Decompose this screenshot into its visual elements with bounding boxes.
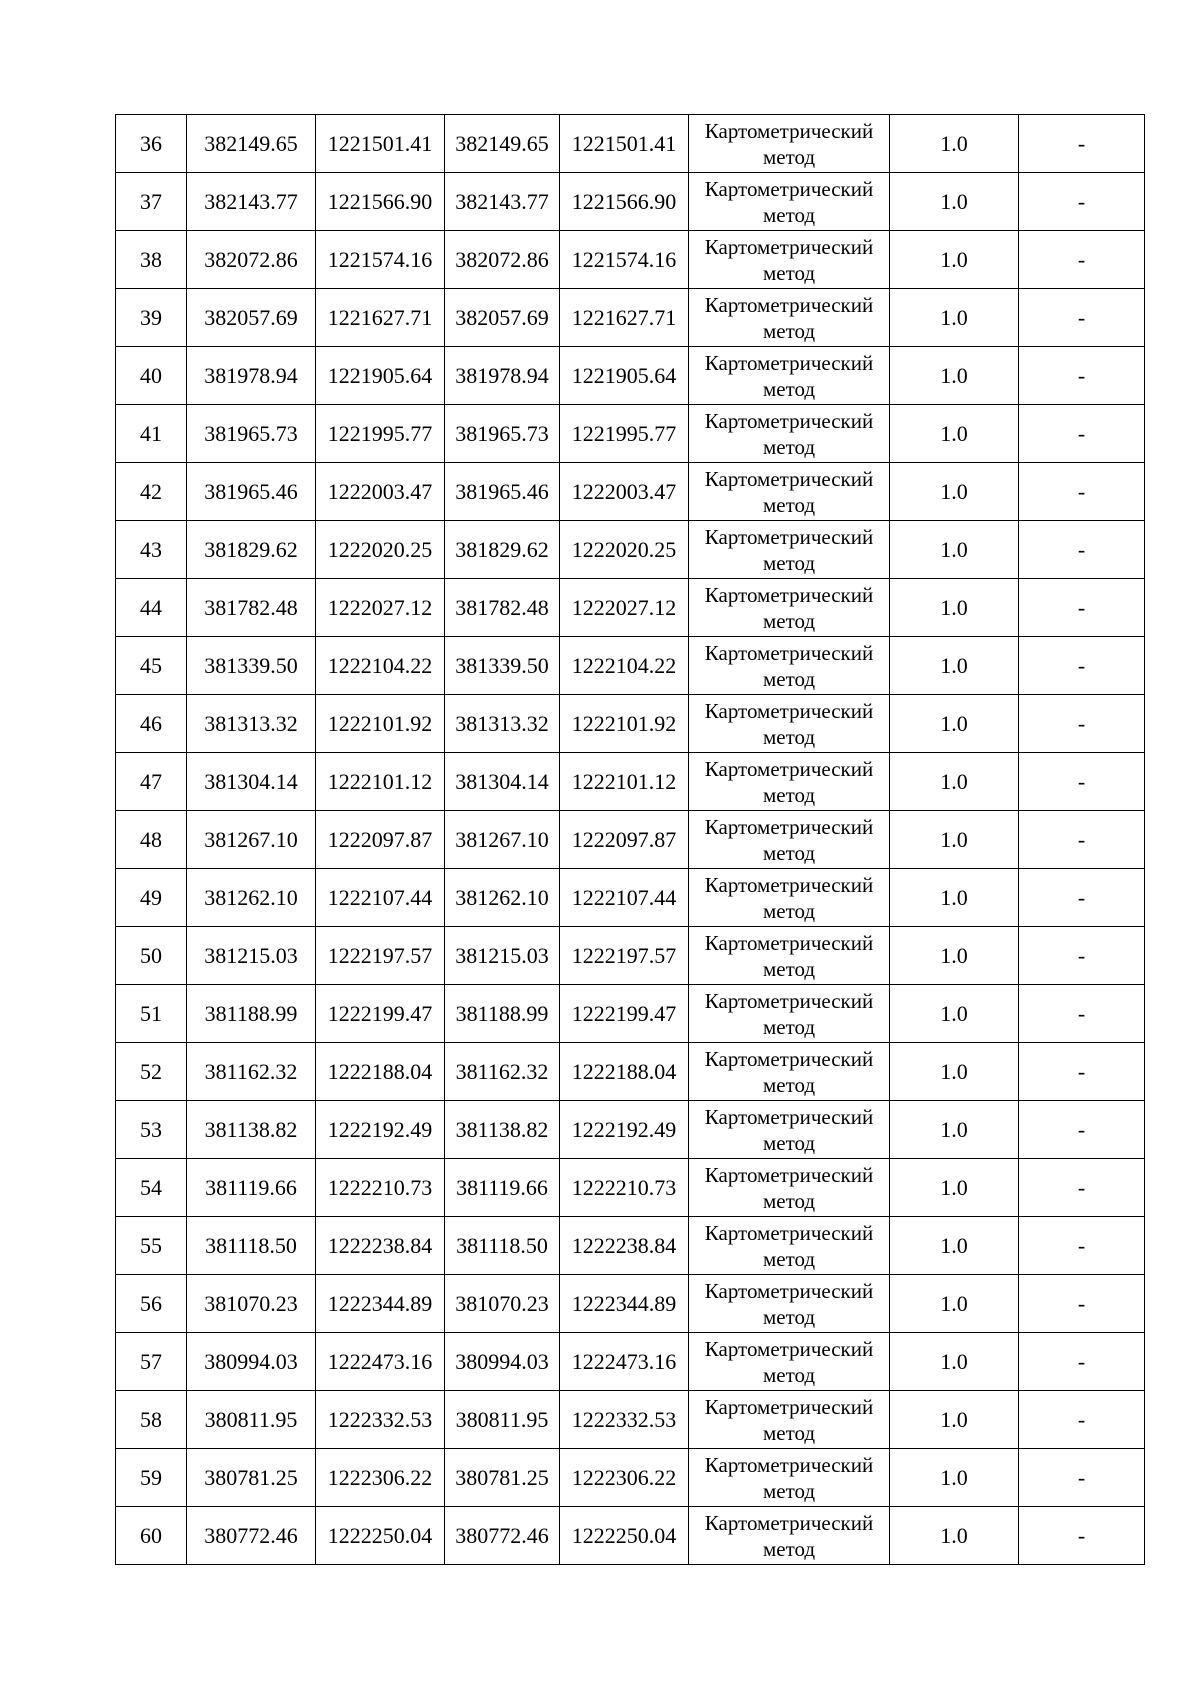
point-number-cell: 50 — [116, 927, 187, 985]
existing-y-cell: 1222344.89 — [316, 1275, 445, 1333]
point-number-cell: 41 — [116, 405, 187, 463]
refined-x-cell: 381782.48 — [445, 579, 560, 637]
method-line-1: Картометрический — [704, 872, 874, 897]
note-cell: - — [1019, 405, 1145, 463]
note-cell: - — [1019, 231, 1145, 289]
refined-x-cell: 380994.03 — [445, 1333, 560, 1391]
existing-y-cell: 1222097.87 — [316, 811, 445, 869]
method-cell — [689, 985, 890, 1043]
accuracy-cell: 1.0 — [890, 1275, 1019, 1333]
refined-y-cell: 1222020.25 — [560, 521, 689, 579]
note-cell: - — [1019, 289, 1145, 347]
point-number-cell: 45 — [116, 637, 187, 695]
point-number-cell: 55 — [116, 1217, 187, 1275]
existing-y-cell: 1222027.12 — [316, 579, 445, 637]
existing-x-cell: 381118.50 — [187, 1217, 316, 1275]
point-number-cell: 40 — [116, 347, 187, 405]
method-cell — [689, 463, 890, 521]
note-cell: - — [1019, 521, 1145, 579]
method-line-2: метод — [762, 434, 816, 459]
refined-y-cell: 1221995.77 — [560, 405, 689, 463]
refined-x-cell: 380811.95 — [445, 1391, 560, 1449]
refined-x-cell: 381138.82 — [445, 1101, 560, 1159]
table-row — [116, 869, 1145, 927]
method-line-2: метод — [762, 1420, 816, 1445]
method-line-1: Картометрический — [704, 234, 874, 259]
point-number-cell: 42 — [116, 463, 187, 521]
accuracy-cell: 1.0 — [890, 1101, 1019, 1159]
existing-x-cell: 381262.10 — [187, 869, 316, 927]
method-cell — [689, 1159, 890, 1217]
method-line-1: Картометрический — [704, 930, 874, 955]
accuracy-cell: 1.0 — [890, 579, 1019, 637]
table-row — [116, 927, 1145, 985]
method-line-2: метод — [762, 1362, 816, 1387]
existing-x-cell: 381829.62 — [187, 521, 316, 579]
refined-x-cell: 381215.03 — [445, 927, 560, 985]
point-number-cell: 47 — [116, 753, 187, 811]
existing-x-cell: 381138.82 — [187, 1101, 316, 1159]
method-line-1: Картометрический — [704, 1162, 874, 1187]
point-number-cell: 58 — [116, 1391, 187, 1449]
table-row — [116, 753, 1145, 811]
accuracy-cell: 1.0 — [890, 1333, 1019, 1391]
existing-x-cell: 381965.73 — [187, 405, 316, 463]
note-cell: - — [1019, 1275, 1145, 1333]
note-cell: - — [1019, 695, 1145, 753]
accuracy-cell: 1.0 — [890, 115, 1019, 173]
method-line-2: метод — [762, 550, 816, 575]
table-body — [116, 115, 1145, 1565]
table-row — [116, 1391, 1145, 1449]
accuracy-cell: 1.0 — [890, 173, 1019, 231]
table-row — [116, 1333, 1145, 1391]
method-cell — [689, 347, 890, 405]
existing-x-cell: 380781.25 — [187, 1449, 316, 1507]
table-row — [116, 985, 1145, 1043]
refined-x-cell: 381188.99 — [445, 985, 560, 1043]
method-line-1: Картометрический — [704, 1510, 874, 1535]
note-cell: - — [1019, 869, 1145, 927]
refined-y-cell: 1221627.71 — [560, 289, 689, 347]
accuracy-cell: 1.0 — [890, 985, 1019, 1043]
note-cell: - — [1019, 173, 1145, 231]
table-row — [116, 811, 1145, 869]
refined-y-cell: 1222003.47 — [560, 463, 689, 521]
point-number-cell: 44 — [116, 579, 187, 637]
accuracy-cell: 1.0 — [890, 1449, 1019, 1507]
existing-y-cell: 1221566.90 — [316, 173, 445, 231]
existing-x-cell: 382072.86 — [187, 231, 316, 289]
point-number-cell: 51 — [116, 985, 187, 1043]
method-line-2: метод — [762, 1246, 816, 1271]
point-number-cell: 43 — [116, 521, 187, 579]
table-row — [116, 695, 1145, 753]
refined-x-cell: 381313.32 — [445, 695, 560, 753]
refined-x-cell: 381965.73 — [445, 405, 560, 463]
refined-x-cell: 382149.65 — [445, 115, 560, 173]
table-row — [116, 637, 1145, 695]
note-cell: - — [1019, 1159, 1145, 1217]
method-line-2: метод — [762, 318, 816, 343]
point-number-cell: 52 — [116, 1043, 187, 1101]
refined-x-cell: 381304.14 — [445, 753, 560, 811]
coordinates-table — [115, 114, 1145, 1565]
method-line-1: Картометрический — [704, 988, 874, 1013]
table-row — [116, 405, 1145, 463]
method-line-2: метод — [762, 608, 816, 633]
refined-x-cell: 380772.46 — [445, 1507, 560, 1565]
table-row — [116, 1275, 1145, 1333]
existing-y-cell: 1221905.64 — [316, 347, 445, 405]
method-line-1: Картометрический — [704, 350, 874, 375]
note-cell: - — [1019, 1101, 1145, 1159]
method-cell — [689, 1275, 890, 1333]
method-cell — [689, 405, 890, 463]
existing-y-cell: 1222332.53 — [316, 1391, 445, 1449]
note-cell: - — [1019, 579, 1145, 637]
refined-x-cell: 381339.50 — [445, 637, 560, 695]
method-line-1: Картометрический — [704, 118, 874, 143]
refined-x-cell: 382057.69 — [445, 289, 560, 347]
existing-y-cell: 1222101.12 — [316, 753, 445, 811]
note-cell: - — [1019, 985, 1145, 1043]
refined-y-cell: 1222250.04 — [560, 1507, 689, 1565]
method-line-1: Картометрический — [704, 1278, 874, 1303]
existing-x-cell: 381188.99 — [187, 985, 316, 1043]
method-line-1: Картометрический — [704, 640, 874, 665]
table-row — [116, 1507, 1145, 1565]
method-cell — [689, 1391, 890, 1449]
method-line-2: метод — [762, 666, 816, 691]
method-line-2: метод — [762, 782, 816, 807]
note-cell: - — [1019, 1391, 1145, 1449]
refined-y-cell: 1221501.41 — [560, 115, 689, 173]
refined-y-cell: 1222473.16 — [560, 1333, 689, 1391]
refined-y-cell: 1222210.73 — [560, 1159, 689, 1217]
refined-x-cell: 381829.62 — [445, 521, 560, 579]
note-cell: - — [1019, 753, 1145, 811]
existing-y-cell: 1222101.92 — [316, 695, 445, 753]
method-cell — [689, 231, 890, 289]
table-row — [116, 1101, 1145, 1159]
existing-y-cell: 1221627.71 — [316, 289, 445, 347]
note-cell: - — [1019, 1449, 1145, 1507]
refined-y-cell: 1222238.84 — [560, 1217, 689, 1275]
point-number-cell: 49 — [116, 869, 187, 927]
accuracy-cell: 1.0 — [890, 637, 1019, 695]
refined-y-cell: 1222344.89 — [560, 1275, 689, 1333]
accuracy-cell: 1.0 — [890, 1507, 1019, 1565]
existing-y-cell: 1222473.16 — [316, 1333, 445, 1391]
method-line-2: метод — [762, 1188, 816, 1213]
existing-x-cell: 380772.46 — [187, 1507, 316, 1565]
table-row — [116, 1217, 1145, 1275]
table-row — [116, 347, 1145, 405]
existing-y-cell: 1222199.47 — [316, 985, 445, 1043]
existing-x-cell: 381162.32 — [187, 1043, 316, 1101]
existing-x-cell: 381215.03 — [187, 927, 316, 985]
method-line-1: Картометрический — [704, 698, 874, 723]
refined-x-cell: 381070.23 — [445, 1275, 560, 1333]
refined-x-cell: 380781.25 — [445, 1449, 560, 1507]
point-number-cell: 39 — [116, 289, 187, 347]
refined-y-cell: 1221905.64 — [560, 347, 689, 405]
existing-x-cell: 380994.03 — [187, 1333, 316, 1391]
existing-x-cell: 381119.66 — [187, 1159, 316, 1217]
method-line-1: Картометрический — [704, 1336, 874, 1361]
table-row — [116, 463, 1145, 521]
existing-x-cell: 382143.77 — [187, 173, 316, 231]
method-cell — [689, 1043, 890, 1101]
existing-y-cell: 1222210.73 — [316, 1159, 445, 1217]
refined-x-cell: 381119.66 — [445, 1159, 560, 1217]
method-line-1: Картометрический — [704, 176, 874, 201]
method-line-2: метод — [762, 956, 816, 981]
refined-x-cell: 381267.10 — [445, 811, 560, 869]
method-line-2: метод — [762, 260, 816, 285]
existing-y-cell: 1222003.47 — [316, 463, 445, 521]
existing-x-cell: 381313.32 — [187, 695, 316, 753]
table-row — [116, 579, 1145, 637]
method-cell — [689, 1217, 890, 1275]
refined-x-cell: 381162.32 — [445, 1043, 560, 1101]
method-line-1: Картометрический — [704, 1220, 874, 1245]
table-row — [116, 289, 1145, 347]
accuracy-cell: 1.0 — [890, 521, 1019, 579]
point-number-cell: 46 — [116, 695, 187, 753]
note-cell: - — [1019, 637, 1145, 695]
table-row — [116, 231, 1145, 289]
existing-x-cell: 381304.14 — [187, 753, 316, 811]
existing-x-cell: 381965.46 — [187, 463, 316, 521]
point-number-cell: 38 — [116, 231, 187, 289]
method-cell — [689, 1101, 890, 1159]
point-number-cell: 54 — [116, 1159, 187, 1217]
existing-x-cell: 381267.10 — [187, 811, 316, 869]
accuracy-cell: 1.0 — [890, 405, 1019, 463]
method-cell — [689, 927, 890, 985]
refined-y-cell: 1222101.12 — [560, 753, 689, 811]
point-number-cell: 53 — [116, 1101, 187, 1159]
accuracy-cell: 1.0 — [890, 231, 1019, 289]
refined-y-cell: 1222101.92 — [560, 695, 689, 753]
existing-y-cell: 1222306.22 — [316, 1449, 445, 1507]
accuracy-cell: 1.0 — [890, 1217, 1019, 1275]
refined-y-cell: 1222192.49 — [560, 1101, 689, 1159]
method-line-2: метод — [762, 376, 816, 401]
method-line-2: метод — [762, 1536, 816, 1561]
refined-y-cell: 1222107.44 — [560, 869, 689, 927]
table-row — [116, 521, 1145, 579]
method-line-1: Картометрический — [704, 756, 874, 781]
refined-y-cell: 1222306.22 — [560, 1449, 689, 1507]
refined-y-cell: 1222332.53 — [560, 1391, 689, 1449]
existing-x-cell: 382149.65 — [187, 115, 316, 173]
existing-x-cell: 381782.48 — [187, 579, 316, 637]
note-cell: - — [1019, 347, 1145, 405]
method-cell — [689, 637, 890, 695]
accuracy-cell: 1.0 — [890, 347, 1019, 405]
point-number-cell: 56 — [116, 1275, 187, 1333]
refined-y-cell: 1221566.90 — [560, 173, 689, 231]
method-line-2: метод — [762, 144, 816, 169]
accuracy-cell: 1.0 — [890, 1043, 1019, 1101]
refined-x-cell: 381262.10 — [445, 869, 560, 927]
accuracy-cell: 1.0 — [890, 695, 1019, 753]
method-line-2: метод — [762, 1130, 816, 1155]
method-cell — [689, 289, 890, 347]
table-row — [116, 1159, 1145, 1217]
method-line-1: Картометрический — [704, 408, 874, 433]
method-line-1: Картометрический — [704, 814, 874, 839]
method-line-1: Картометрический — [704, 292, 874, 317]
point-number-cell: 60 — [116, 1507, 187, 1565]
note-cell: - — [1019, 115, 1145, 173]
method-line-2: метод — [762, 840, 816, 865]
method-cell — [689, 811, 890, 869]
existing-y-cell: 1222250.04 — [316, 1507, 445, 1565]
method-line-1: Картометрический — [704, 1104, 874, 1129]
table-row — [116, 1043, 1145, 1101]
refined-x-cell: 381978.94 — [445, 347, 560, 405]
method-line-1: Картометрический — [704, 466, 874, 491]
method-line-1: Картометрический — [704, 524, 874, 549]
existing-y-cell: 1222104.22 — [316, 637, 445, 695]
method-line-2: метод — [762, 1304, 816, 1329]
refined-y-cell: 1222188.04 — [560, 1043, 689, 1101]
point-number-cell: 57 — [116, 1333, 187, 1391]
existing-x-cell: 382057.69 — [187, 289, 316, 347]
method-cell — [689, 695, 890, 753]
method-cell — [689, 1333, 890, 1391]
existing-y-cell: 1222107.44 — [316, 869, 445, 927]
method-line-1: Картометрический — [704, 582, 874, 607]
refined-y-cell: 1222104.22 — [560, 637, 689, 695]
method-line-2: метод — [762, 202, 816, 227]
existing-x-cell: 381339.50 — [187, 637, 316, 695]
note-cell: - — [1019, 927, 1145, 985]
method-line-2: метод — [762, 1478, 816, 1503]
table-row — [116, 115, 1145, 173]
existing-y-cell: 1222192.49 — [316, 1101, 445, 1159]
refined-y-cell: 1221574.16 — [560, 231, 689, 289]
method-line-2: метод — [762, 1014, 816, 1039]
method-cell — [689, 579, 890, 637]
accuracy-cell: 1.0 — [890, 463, 1019, 521]
refined-y-cell: 1222197.57 — [560, 927, 689, 985]
accuracy-cell: 1.0 — [890, 1159, 1019, 1217]
refined-y-cell: 1222097.87 — [560, 811, 689, 869]
method-line-2: метод — [762, 898, 816, 923]
method-cell — [689, 1449, 890, 1507]
note-cell: - — [1019, 1043, 1145, 1101]
method-line-2: метод — [762, 492, 816, 517]
note-cell: - — [1019, 1507, 1145, 1565]
table-row — [116, 1449, 1145, 1507]
refined-x-cell: 381118.50 — [445, 1217, 560, 1275]
method-line-1: Картометрический — [704, 1394, 874, 1419]
point-number-cell: 59 — [116, 1449, 187, 1507]
method-line-2: метод — [762, 1072, 816, 1097]
method-line-2: метод — [762, 724, 816, 749]
existing-x-cell: 381978.94 — [187, 347, 316, 405]
method-cell — [689, 173, 890, 231]
refined-x-cell: 381965.46 — [445, 463, 560, 521]
note-cell: - — [1019, 811, 1145, 869]
existing-y-cell: 1222197.57 — [316, 927, 445, 985]
refined-x-cell: 382143.77 — [445, 173, 560, 231]
note-cell: - — [1019, 463, 1145, 521]
existing-y-cell: 1222020.25 — [316, 521, 445, 579]
existing-y-cell: 1222238.84 — [316, 1217, 445, 1275]
point-number-cell: 37 — [116, 173, 187, 231]
existing-y-cell: 1222188.04 — [316, 1043, 445, 1101]
method-cell — [689, 1507, 890, 1565]
refined-y-cell: 1222027.12 — [560, 579, 689, 637]
existing-y-cell: 1221574.16 — [316, 231, 445, 289]
accuracy-cell: 1.0 — [890, 927, 1019, 985]
existing-x-cell: 381070.23 — [187, 1275, 316, 1333]
point-number-cell: 36 — [116, 115, 187, 173]
refined-x-cell: 382072.86 — [445, 231, 560, 289]
accuracy-cell: 1.0 — [890, 869, 1019, 927]
accuracy-cell: 1.0 — [890, 1391, 1019, 1449]
method-cell — [689, 869, 890, 927]
note-cell: - — [1019, 1217, 1145, 1275]
method-cell — [689, 521, 890, 579]
table-row — [116, 173, 1145, 231]
method-cell — [689, 753, 890, 811]
accuracy-cell: 1.0 — [890, 289, 1019, 347]
existing-y-cell: 1221501.41 — [316, 115, 445, 173]
existing-x-cell: 380811.95 — [187, 1391, 316, 1449]
method-line-1: Картометрический — [704, 1046, 874, 1071]
existing-y-cell: 1221995.77 — [316, 405, 445, 463]
accuracy-cell: 1.0 — [890, 753, 1019, 811]
note-cell: - — [1019, 1333, 1145, 1391]
accuracy-cell: 1.0 — [890, 811, 1019, 869]
refined-y-cell: 1222199.47 — [560, 985, 689, 1043]
method-cell — [689, 115, 890, 173]
point-number-cell: 48 — [116, 811, 187, 869]
method-line-1: Картометрический — [704, 1452, 874, 1477]
